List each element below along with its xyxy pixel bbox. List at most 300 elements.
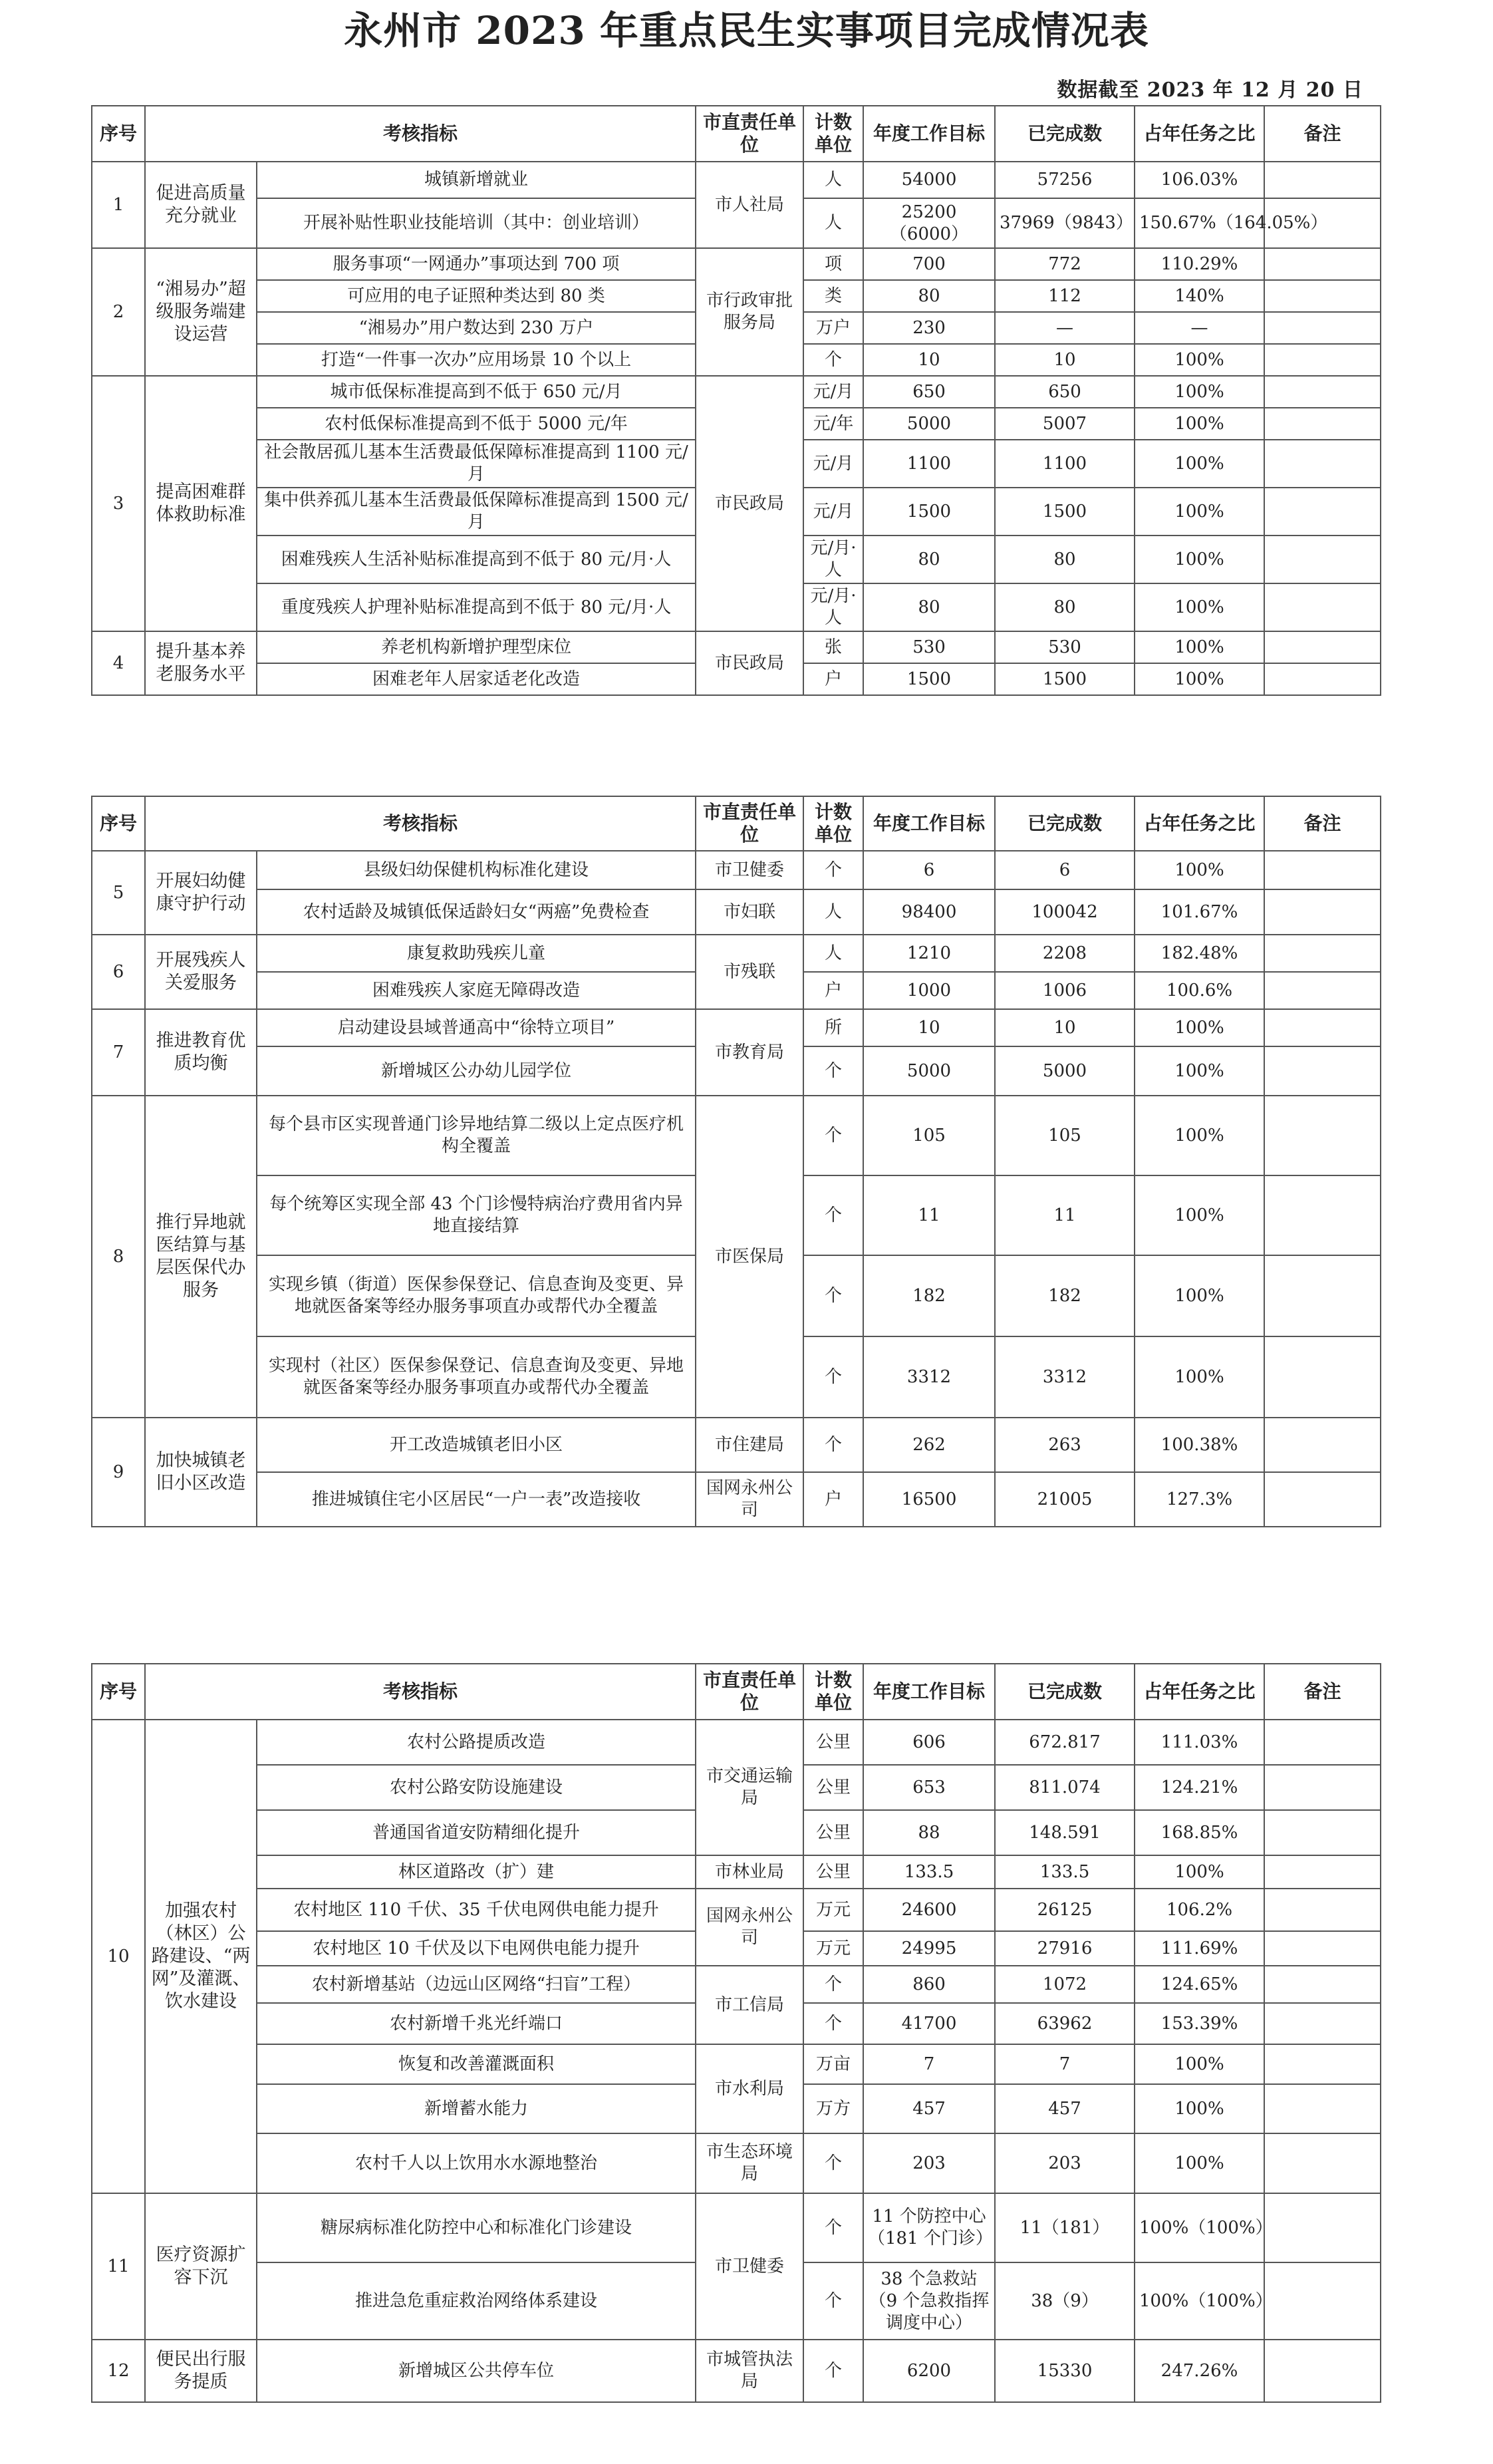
remark-cell xyxy=(1264,1255,1381,1336)
measure-unit: 万亩 xyxy=(803,2044,863,2084)
completion-ratio: 127.3% xyxy=(1135,1472,1264,1527)
measure-unit: 元/月·人 xyxy=(803,583,863,631)
remark-cell xyxy=(1264,1009,1381,1046)
table-row xyxy=(92,2133,1381,2193)
indicator-cell: 农村适龄及城镇低保适龄妇女“两癌”免费检查 xyxy=(257,889,696,935)
annual-target: 203 xyxy=(863,2133,995,2193)
indicator-cell: 每个县市区实现普通门诊异地结算二级以上定点医疗机构全覆盖 xyxy=(257,1096,696,1175)
indicator-cell: 恢复和改善灌溉面积 xyxy=(257,2044,696,2084)
indicator-cell: 新增蓄水能力 xyxy=(257,2084,696,2133)
completed-count: 1100 xyxy=(995,440,1135,488)
annual-target: 16500 xyxy=(863,1472,995,1527)
measure-unit: 个 xyxy=(803,1096,863,1175)
indicator-cell: 开展补贴性职业技能培训（其中：创业培训） xyxy=(257,198,696,248)
table-row xyxy=(92,376,1381,408)
indicator-cell: 县级妇幼保健机构标准化建设 xyxy=(257,851,696,889)
table-row xyxy=(92,162,1381,198)
item-number: 3 xyxy=(92,376,145,631)
indicator-cell: 困难残疾人家庭无障碍改造 xyxy=(257,972,696,1009)
completion-ratio: 100%（100%） xyxy=(1135,2193,1264,2262)
completed-count: 203 xyxy=(995,2133,1135,2193)
responsible-unit: 市教育局 xyxy=(696,1009,803,1096)
annual-target: 3312 xyxy=(863,1336,995,1418)
item-number: 12 xyxy=(92,2340,145,2402)
item-category: 提升基本养老服务水平 xyxy=(145,631,257,695)
remark-cell xyxy=(1264,2193,1381,2262)
indicator-cell: 康复救助残疾儿童 xyxy=(257,935,696,972)
completion-ratio: 100% xyxy=(1135,344,1264,376)
measure-unit: 人 xyxy=(803,935,863,972)
responsible-unit: 市人社局 xyxy=(696,162,803,248)
item-category: 加快城镇老旧小区改造 xyxy=(145,1418,257,1527)
item-number: 2 xyxy=(92,248,145,376)
annual-target: 5000 xyxy=(863,1046,995,1096)
responsible-unit: 市民政局 xyxy=(696,376,803,631)
measure-unit: 元/月 xyxy=(803,488,863,536)
completed-count: 57256 xyxy=(995,162,1135,198)
table-row xyxy=(92,2044,1381,2084)
indicator-cell: 农村地区 10 千伏及以下电网供电能力提升 xyxy=(257,1931,696,1966)
completion-ratio: 124.65% xyxy=(1135,1966,1264,2003)
remark-cell xyxy=(1264,1889,1381,1931)
header-target: 年度工作目标 xyxy=(863,1664,995,1720)
table-row xyxy=(92,1472,1381,1527)
measure-unit: 元/月 xyxy=(803,376,863,408)
header-target: 年度工作目标 xyxy=(863,106,995,162)
completed-count: 38（9） xyxy=(995,2262,1135,2340)
indicator-cell: 重度残疾人护理补贴标准提高到不低于 80 元/月·人 xyxy=(257,583,696,631)
remark-cell xyxy=(1264,162,1381,198)
measure-unit: 个 xyxy=(803,1046,863,1096)
indicator-cell: 可应用的电子证照种类达到 80 类 xyxy=(257,280,696,312)
indicator-cell: 每个统筹区实现全部 43 个门诊慢特病治疗费用省内异地直接结算 xyxy=(257,1175,696,1255)
completion-ratio: 100.6% xyxy=(1135,972,1264,1009)
annual-target: 1210 xyxy=(863,935,995,972)
indicator-cell: 林区道路改（扩）建 xyxy=(257,1855,696,1889)
remark-cell xyxy=(1264,312,1381,344)
measure-unit: 元/月·人 xyxy=(803,536,863,583)
measure-unit: 个 xyxy=(803,1175,863,1255)
annual-target: 98400 xyxy=(863,889,995,935)
responsible-unit: 市住建局 xyxy=(696,1418,803,1472)
completion-ratio: 100% xyxy=(1135,2133,1264,2193)
completed-count: 3312 xyxy=(995,1336,1135,1418)
indicator-cell: 启动建设县域普通高中“徐特立项目” xyxy=(257,1009,696,1046)
completed-count: 263 xyxy=(995,1418,1135,1472)
completion-ratio: 150.67%（164.05%） xyxy=(1135,198,1264,248)
remark-cell xyxy=(1264,488,1381,536)
remark-cell xyxy=(1264,1810,1381,1855)
item-category: 加强农村（林区）公路建设、“两网”及灌溉、饮水建设 xyxy=(145,1720,257,2193)
measure-unit: 个 xyxy=(803,1418,863,1472)
annual-target: 653 xyxy=(863,1765,995,1810)
completed-count: 672.817 xyxy=(995,1720,1135,1765)
table-row xyxy=(92,1096,1381,1175)
remark-cell xyxy=(1264,1046,1381,1096)
item-number: 6 xyxy=(92,935,145,1009)
measure-unit: 人 xyxy=(803,162,863,198)
indicator-cell: 农村千人以上饮用水水源地整治 xyxy=(257,2133,696,2193)
completed-count: 5000 xyxy=(995,1046,1135,1096)
measure-unit: 所 xyxy=(803,1009,863,1046)
indicator-cell: 困难残疾人生活补贴标准提高到不低于 80 元/月·人 xyxy=(257,536,696,583)
indicator-cell: 新增城区公办幼儿园学位 xyxy=(257,1046,696,1096)
remark-cell xyxy=(1264,1966,1381,2003)
remark-cell xyxy=(1264,2084,1381,2133)
completed-count: 27916 xyxy=(995,1931,1135,1966)
indicator-cell: 城镇新增就业 xyxy=(257,162,696,198)
indicator-cell: 普通国省道安防精细化提升 xyxy=(257,1810,696,1855)
remark-cell xyxy=(1264,1720,1381,1765)
completed-count: 80 xyxy=(995,536,1135,583)
remark-cell xyxy=(1264,344,1381,376)
measure-unit: 万元 xyxy=(803,1889,863,1931)
header-no: 序号 xyxy=(92,106,145,162)
remark-cell xyxy=(1264,280,1381,312)
completion-ratio: 100% xyxy=(1135,1096,1264,1175)
responsible-unit: 市医保局 xyxy=(696,1096,803,1418)
item-number: 4 xyxy=(92,631,145,695)
header-ratio: 占年任务之比 xyxy=(1135,796,1264,851)
annual-target: 80 xyxy=(863,583,995,631)
remark-cell xyxy=(1264,1336,1381,1418)
responsible-unit: 市工信局 xyxy=(696,1966,803,2044)
table-row xyxy=(92,2340,1381,2402)
header-unit: 市直责任单位 xyxy=(696,796,803,851)
completed-count: 530 xyxy=(995,631,1135,663)
annual-target: 10 xyxy=(863,1009,995,1046)
completed-count: 11 xyxy=(995,1175,1135,1255)
remark-cell xyxy=(1264,1096,1381,1175)
completion-ratio: 100% xyxy=(1135,2044,1264,2084)
responsible-unit: 市残联 xyxy=(696,935,803,1009)
header-ratio: 占年任务之比 xyxy=(1135,1664,1264,1720)
measure-unit: 户 xyxy=(803,1472,863,1527)
annual-target: 11 个防控中心（181 个门诊） xyxy=(863,2193,995,2262)
completed-count: 11（181） xyxy=(995,2193,1135,2262)
completion-ratio: 100% xyxy=(1135,583,1264,631)
completion-ratio: 100% xyxy=(1135,1009,1264,1046)
annual-target: 41700 xyxy=(863,2003,995,2044)
item-number: 5 xyxy=(92,851,145,935)
annual-target: 182 xyxy=(863,1255,995,1336)
completed-count: 1072 xyxy=(995,1966,1135,2003)
measure-unit: 个 xyxy=(803,344,863,376)
responsible-unit: 市生态环境局 xyxy=(696,2133,803,2193)
annual-target: 5000 xyxy=(863,408,995,440)
measure-unit: 人 xyxy=(803,889,863,935)
responsible-unit: 市城管执法局 xyxy=(696,2340,803,2402)
completed-count: 10 xyxy=(995,1009,1135,1046)
annual-target: 24995 xyxy=(863,1931,995,1966)
header-no: 序号 xyxy=(92,796,145,851)
completed-count: 148.591 xyxy=(995,1810,1135,1855)
remark-cell xyxy=(1264,1855,1381,1889)
completion-ratio: 100% xyxy=(1135,440,1264,488)
completion-ratio: 140% xyxy=(1135,280,1264,312)
measure-unit: 个 xyxy=(803,2340,863,2402)
remark-cell xyxy=(1264,440,1381,488)
data-date: 数据截至 2023 年 12 月 20 日 xyxy=(1057,78,1363,102)
indicator-cell: 农村公路安防设施建设 xyxy=(257,1765,696,1810)
annual-target: 262 xyxy=(863,1418,995,1472)
item-category: 开展妇幼健康守护行动 xyxy=(145,851,257,935)
measure-unit: 户 xyxy=(803,663,863,695)
measure-unit: 项 xyxy=(803,248,863,280)
indicator-cell: 集中供养孤儿基本生活费最低保障标准提高到 1500 元/月 xyxy=(257,488,696,536)
completion-ratio: 106.2% xyxy=(1135,1889,1264,1931)
item-category: 医疗资源扩容下沉 xyxy=(145,2193,257,2340)
item-number: 7 xyxy=(92,1009,145,1096)
annual-target: 530 xyxy=(863,631,995,663)
header-ratio: 占年任务之比 xyxy=(1135,106,1264,162)
completed-count: — xyxy=(995,312,1135,344)
measure-unit: 个 xyxy=(803,2003,863,2044)
indicator-cell: 推进城镇住宅小区居民“一户一表”改造接收 xyxy=(257,1472,696,1527)
header-indicator: 考核指标 xyxy=(145,1664,696,1720)
annual-target: 25200（6000） xyxy=(863,198,995,248)
completion-ratio: 100% xyxy=(1135,488,1264,536)
annual-target: 1100 xyxy=(863,440,995,488)
header-measure: 计数单位 xyxy=(803,106,863,162)
completion-ratio: 247.26% xyxy=(1135,2340,1264,2402)
annual-target: 54000 xyxy=(863,162,995,198)
indicator-cell: 开工改造城镇老旧小区 xyxy=(257,1418,696,1472)
header-done: 已完成数 xyxy=(995,796,1135,851)
measure-unit: 公里 xyxy=(803,1720,863,1765)
indicator-cell: “湘易办”用户数达到 230 万户 xyxy=(257,312,696,344)
indicator-cell: 养老机构新增护理型床位 xyxy=(257,631,696,663)
completed-count: 6 xyxy=(995,851,1135,889)
completed-count: 10 xyxy=(995,344,1135,376)
completion-ratio: 100% xyxy=(1135,851,1264,889)
header-measure: 计数单位 xyxy=(803,796,863,851)
measure-unit: 元/年 xyxy=(803,408,863,440)
table-row xyxy=(92,889,1381,935)
remark-cell xyxy=(1264,889,1381,935)
annual-target: 38 个急救站（9 个急救指挥调度中心） xyxy=(863,2262,995,2340)
annual-target: 6200 xyxy=(863,2340,995,2402)
measure-unit: 个 xyxy=(803,1336,863,1418)
header-remark: 备注 xyxy=(1264,106,1381,162)
table-row xyxy=(92,1855,1381,1889)
measure-unit: 个 xyxy=(803,2193,863,2262)
header-measure: 计数单位 xyxy=(803,1664,863,1720)
remark-cell xyxy=(1264,851,1381,889)
table-2 xyxy=(91,796,1381,1527)
table-row xyxy=(92,1889,1381,1931)
table-row xyxy=(92,1418,1381,1472)
completion-ratio: 153.39% xyxy=(1135,2003,1264,2044)
completion-ratio: 100.38% xyxy=(1135,1418,1264,1472)
annual-target: 24600 xyxy=(863,1889,995,1931)
table-row xyxy=(92,1720,1381,1765)
header-indicator: 考核指标 xyxy=(145,106,696,162)
completion-ratio: 168.85% xyxy=(1135,1810,1264,1855)
completion-ratio: 106.03% xyxy=(1135,162,1264,198)
indicator-cell: 农村新增千兆光纤端口 xyxy=(257,2003,696,2044)
completion-ratio: 182.48% xyxy=(1135,935,1264,972)
measure-unit: 人 xyxy=(803,198,863,248)
completed-count: 1006 xyxy=(995,972,1135,1009)
indicator-cell: 打造“一件事一次办”应用场景 10 个以上 xyxy=(257,344,696,376)
table-3 xyxy=(91,1663,1381,2403)
measure-unit: 公里 xyxy=(803,1855,863,1889)
completion-ratio: 100% xyxy=(1135,1255,1264,1336)
measure-unit: 张 xyxy=(803,631,863,663)
item-number: 10 xyxy=(92,1720,145,2193)
item-number: 11 xyxy=(92,2193,145,2340)
remark-cell xyxy=(1264,2262,1381,2340)
measure-unit: 万元 xyxy=(803,1931,863,1966)
measure-unit: 个 xyxy=(803,1966,863,2003)
remark-cell xyxy=(1264,583,1381,631)
completion-ratio: 100% xyxy=(1135,536,1264,583)
measure-unit: 个 xyxy=(803,2262,863,2340)
page-title: 永州市 2023 年重点民生实事项目完成情况表 xyxy=(344,8,1149,53)
completion-ratio: 111.69% xyxy=(1135,1931,1264,1966)
responsible-unit: 市水利局 xyxy=(696,2044,803,2133)
completion-ratio: 110.29% xyxy=(1135,248,1264,280)
completed-count: 133.5 xyxy=(995,1855,1135,1889)
header-no: 序号 xyxy=(92,1664,145,1720)
remark-cell xyxy=(1264,1765,1381,1810)
header-indicator: 考核指标 xyxy=(145,796,696,851)
remark-cell xyxy=(1264,2003,1381,2044)
completed-count: 105 xyxy=(995,1096,1135,1175)
header-remark: 备注 xyxy=(1264,796,1381,851)
completion-ratio: 100% xyxy=(1135,1336,1264,1418)
table-row xyxy=(92,1966,1381,2003)
indicator-cell: 农村新增基站（边远山区网络“扫盲”工程） xyxy=(257,1966,696,2003)
table-row xyxy=(92,2193,1381,2262)
table-row xyxy=(92,935,1381,972)
completion-ratio: 124.21% xyxy=(1135,1765,1264,1810)
completion-ratio: 100% xyxy=(1135,376,1264,408)
measure-unit: 个 xyxy=(803,1255,863,1336)
completed-count: 15330 xyxy=(995,2340,1135,2402)
item-number: 8 xyxy=(92,1096,145,1418)
completion-ratio: 111.03% xyxy=(1135,1720,1264,1765)
remark-cell xyxy=(1264,376,1381,408)
indicator-cell: 实现乡镇（街道）医保参保登记、信息查询及变更、异地就医备案等经办服务事项直办或帮代办全覆盖 xyxy=(257,1255,696,1336)
indicator-cell: 推进急危重症救治网络体系建设 xyxy=(257,2262,696,2340)
item-category: “湘易办”超级服务端建设运营 xyxy=(145,248,257,376)
annual-target: 80 xyxy=(863,536,995,583)
responsible-unit: 市卫健委 xyxy=(696,2193,803,2340)
indicator-cell: 社会散居孤儿基本生活费最低保障标准提高到 1100 元/月 xyxy=(257,440,696,488)
completion-ratio: 100% xyxy=(1135,631,1264,663)
measure-unit: 万方 xyxy=(803,2084,863,2133)
annual-target: 10 xyxy=(863,344,995,376)
remark-cell xyxy=(1264,663,1381,695)
item-category: 促进高质量充分就业 xyxy=(145,162,257,248)
item-category: 提高困难群体救助标准 xyxy=(145,376,257,631)
indicator-cell: 农村低保标准提高到不低于 5000 元/年 xyxy=(257,408,696,440)
measure-unit: 公里 xyxy=(803,1810,863,1855)
completed-count: 457 xyxy=(995,2084,1135,2133)
indicator-cell: 服务事项“一网通办”事项达到 700 项 xyxy=(257,248,696,280)
measure-unit: 个 xyxy=(803,2133,863,2193)
completed-count: 2208 xyxy=(995,935,1135,972)
completion-ratio: 100% xyxy=(1135,1046,1264,1096)
completed-count: 1500 xyxy=(995,663,1135,695)
header-unit: 市直责任单位 xyxy=(696,106,803,162)
annual-target: 457 xyxy=(863,2084,995,2133)
annual-target: 1000 xyxy=(863,972,995,1009)
remark-cell xyxy=(1264,536,1381,583)
indicator-cell: 农村公路提质改造 xyxy=(257,1720,696,1765)
annual-target: 230 xyxy=(863,312,995,344)
table-1 xyxy=(91,105,1381,696)
completed-count: 100042 xyxy=(995,889,1135,935)
responsible-unit: 市妇联 xyxy=(696,889,803,935)
remark-cell xyxy=(1264,1175,1381,1255)
completed-count: 21005 xyxy=(995,1472,1135,1527)
responsible-unit: 市民政局 xyxy=(696,631,803,695)
completion-ratio: 100% xyxy=(1135,1175,1264,1255)
responsible-unit: 国网永州公司 xyxy=(696,1472,803,1527)
annual-target: 105 xyxy=(863,1096,995,1175)
completion-ratio: 100%（100%） xyxy=(1135,2262,1264,2340)
measure-unit: 元/月 xyxy=(803,440,863,488)
table-header-row xyxy=(92,796,1381,851)
annual-target: 606 xyxy=(863,1720,995,1765)
responsible-unit: 国网永州公司 xyxy=(696,1889,803,1966)
annual-target: 1500 xyxy=(863,488,995,536)
header-done: 已完成数 xyxy=(995,1664,1135,1720)
item-category: 便民出行服务提质 xyxy=(145,2340,257,2402)
responsible-unit: 市交通运输局 xyxy=(696,1720,803,1855)
completed-count: 811.074 xyxy=(995,1765,1135,1810)
header-done: 已完成数 xyxy=(995,106,1135,162)
completion-ratio: 100% xyxy=(1135,408,1264,440)
header-remark: 备注 xyxy=(1264,1664,1381,1720)
completed-count: 26125 xyxy=(995,1889,1135,1931)
measure-unit: 公里 xyxy=(803,1765,863,1810)
item-category: 开展残疾人关爱服务 xyxy=(145,935,257,1009)
item-category: 推进教育优质均衡 xyxy=(145,1009,257,1096)
remark-cell xyxy=(1264,248,1381,280)
header-target: 年度工作目标 xyxy=(863,796,995,851)
remark-cell xyxy=(1264,408,1381,440)
item-number: 9 xyxy=(92,1418,145,1527)
header-unit: 市直责任单位 xyxy=(696,1664,803,1720)
completed-count: 63962 xyxy=(995,2003,1135,2044)
indicator-cell: 糖尿病标准化防控中心和标准化门诊建设 xyxy=(257,2193,696,2262)
completion-ratio: 100% xyxy=(1135,663,1264,695)
remark-cell xyxy=(1264,1931,1381,1966)
table-row xyxy=(92,1009,1381,1046)
annual-target: 133.5 xyxy=(863,1855,995,1889)
completed-count: 650 xyxy=(995,376,1135,408)
remark-cell xyxy=(1264,1472,1381,1527)
measure-unit: 户 xyxy=(803,972,863,1009)
completed-count: 182 xyxy=(995,1255,1135,1336)
completed-count: 80 xyxy=(995,583,1135,631)
completed-count: 7 xyxy=(995,2044,1135,2084)
table-row xyxy=(92,851,1381,889)
annual-target: 80 xyxy=(863,280,995,312)
remark-cell xyxy=(1264,2340,1381,2402)
measure-unit: 类 xyxy=(803,280,863,312)
completion-ratio: — xyxy=(1135,312,1264,344)
indicator-cell: 困难老年人居家适老化改造 xyxy=(257,663,696,695)
table-header-row xyxy=(92,1664,1381,1720)
table-row xyxy=(92,631,1381,663)
item-category: 推行异地就医结算与基层医保代办服务 xyxy=(145,1096,257,1418)
completed-count: 5007 xyxy=(995,408,1135,440)
